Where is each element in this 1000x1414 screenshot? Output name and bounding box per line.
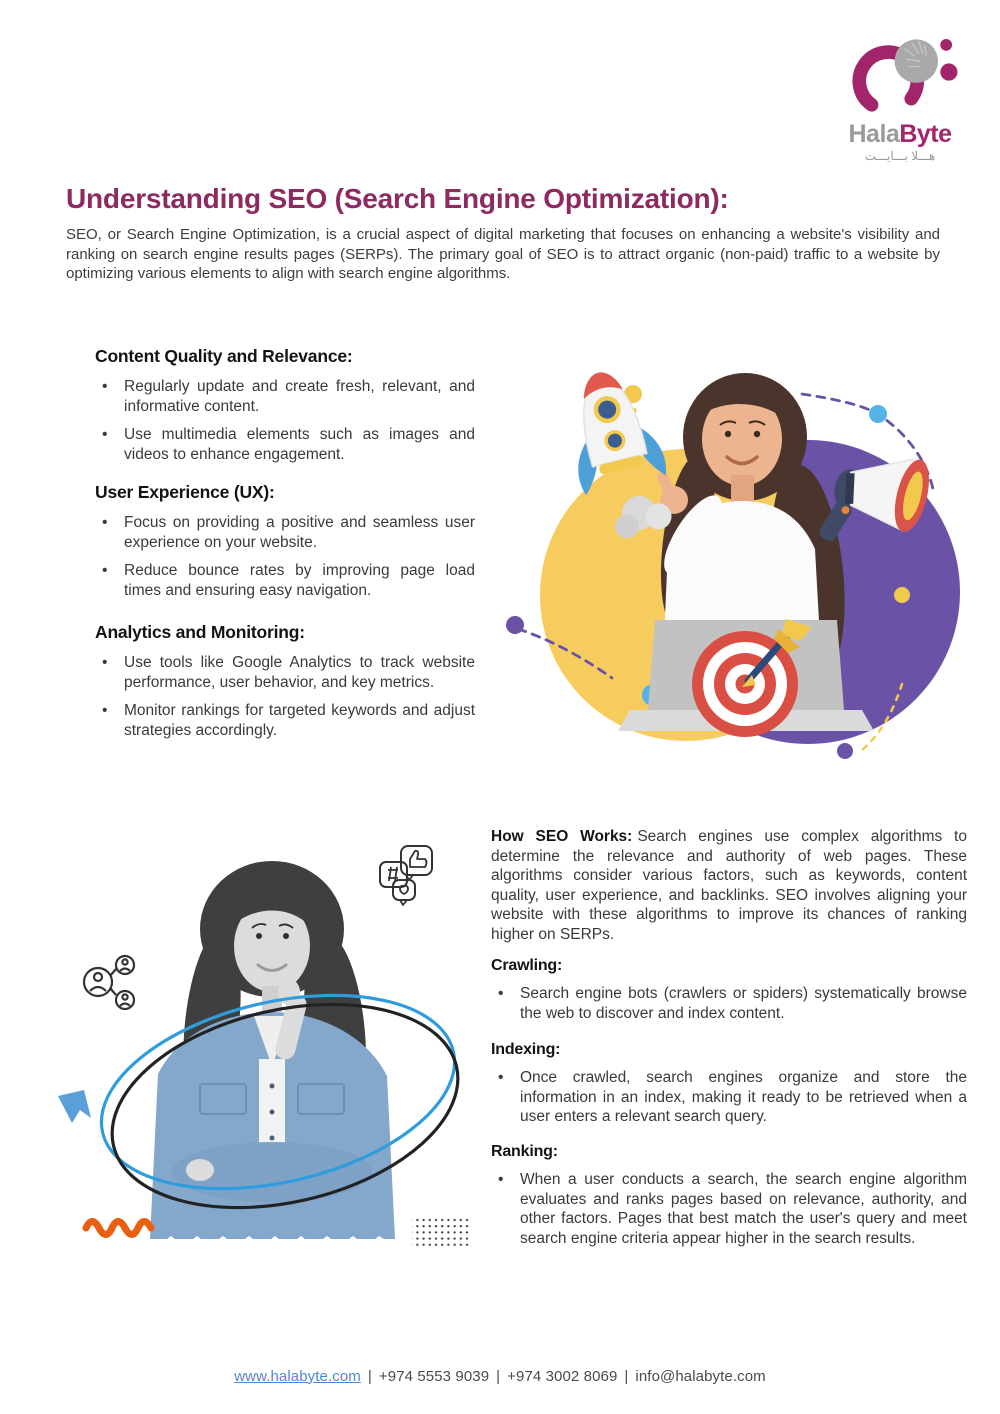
blue-dot: [869, 405, 887, 423]
section-crawling: [491, 957, 967, 1032]
halabyte-ring-icon: [841, 34, 959, 120]
woman-thinking-photo-cutout: [145, 861, 395, 1274]
bullet-list: [95, 377, 475, 464]
bullet-item: • Use tools like Google Analytics to track website performance, user behavior, and key metrics.: [95, 653, 475, 692]
section-indexing: [491, 1041, 967, 1136]
section-content-quality: [95, 346, 475, 473]
intro-paragraph: SEO, or Search Engine Optimization, is a crucial aspect of digital marketing that focuses on enhancing a website's visibility and ranking on search engine results pages (SERPs). The primary goal of SEO is to attract organic (non-paid) traffic to a website by optimizing various elements to align with search engine algorithms.: [66, 226, 940, 282]
bullet-list: [491, 1170, 967, 1248]
page-title: Understanding SEO (Search Engine Optimization):: [66, 183, 729, 214]
footer-separator: |: [624, 1368, 629, 1385]
seo-hero-illustration: [490, 337, 960, 800]
bullet-item: • Search engine bots (crawlers or spiders) systematically browse the web to discover and index content.: [491, 984, 967, 1023]
how-seo-works-paragraph: [491, 827, 967, 944]
squiggle-shape: [86, 1222, 151, 1235]
footer-contact-bar: [0, 1368, 1000, 1385]
yellow-dot: [894, 587, 910, 603]
logo-text-hala: Hala: [848, 120, 900, 148]
how-seo-works-body: Search engines use complex algorithms to determine the relevance and authority of web pages. These algorithms consider various factors, such as keywords, content quality, user experience, and backlinks. SEO involves aligning your website with these algorithms to improve its chances of ranking higher on SERPs.: [491, 828, 967, 943]
share-network-doodle-icon: [84, 956, 134, 1009]
bullet-item: • When a user conducts a search, the search engine algorithm evaluates and ranks pages based on relevance, authority, and other factors. Pages that best match the user's query and meet search engine criteria appear higher in the search results.: [491, 1170, 967, 1248]
section-analytics-monitoring: [95, 622, 475, 749]
section-heading: User Experience (UX):: [95, 482, 275, 502]
email-address: info@halabyte.com: [635, 1368, 766, 1385]
dot-grid-shape: [412, 1218, 469, 1248]
section-heading: Indexing:: [491, 1041, 561, 1058]
website-link[interactable]: www.halabyte.com: [234, 1368, 361, 1385]
bullet-list: [95, 513, 475, 600]
bullet-list: [491, 1068, 967, 1127]
logo-text-byte: Byte: [899, 120, 952, 148]
footer-separator: |: [496, 1368, 501, 1385]
bookmark-icon: [58, 1090, 91, 1123]
section-heading: Crawling:: [491, 957, 563, 974]
purple-dot: [837, 743, 853, 759]
footer-separator: |: [367, 1368, 372, 1385]
logo-arabic-text: هـــلا بـــايـــت: [864, 149, 936, 163]
bullet-list: [491, 984, 967, 1023]
bullet-item: • Regularly update and create fresh, relevant, and informative content.: [95, 377, 475, 416]
bullet-item: • Focus on providing a positive and seamless user experience on your website.: [95, 513, 475, 552]
thinking-woman-illustration: [50, 834, 480, 1275]
section-ranking: [491, 1143, 967, 1257]
social-bubbles-doodle-icon: [380, 846, 432, 905]
section-heading: Content Quality and Relevance:: [95, 346, 353, 366]
phone-number-2: +974 3002 8069: [507, 1368, 618, 1385]
phone-number-1: +974 5553 9039: [378, 1368, 490, 1385]
purple-dot: [506, 616, 524, 634]
section-heading: Analytics and Monitoring:: [95, 622, 305, 642]
section-user-experience: [95, 482, 475, 609]
bullet-item: • Monitor rankings for targeted keywords and adjust strategies accordingly.: [95, 701, 475, 740]
bullet-list: [95, 653, 475, 740]
section-heading: Ranking:: [491, 1143, 558, 1160]
halabyte-logo: [830, 34, 970, 163]
how-seo-works-heading: How SEO Works:: [491, 828, 633, 845]
bullet-item: • Use multimedia elements such as images and videos to enhance engagement.: [95, 425, 475, 464]
bullet-item: • Reduce bounce rates by improving page load times and ensuring easy navigation.: [95, 561, 475, 600]
bullet-item: • Once crawled, search engines organize and store the information in an index, making it ready to be retrieved when a user enters a relevant search query.: [491, 1068, 967, 1127]
logo-wordmark: [830, 122, 970, 147]
